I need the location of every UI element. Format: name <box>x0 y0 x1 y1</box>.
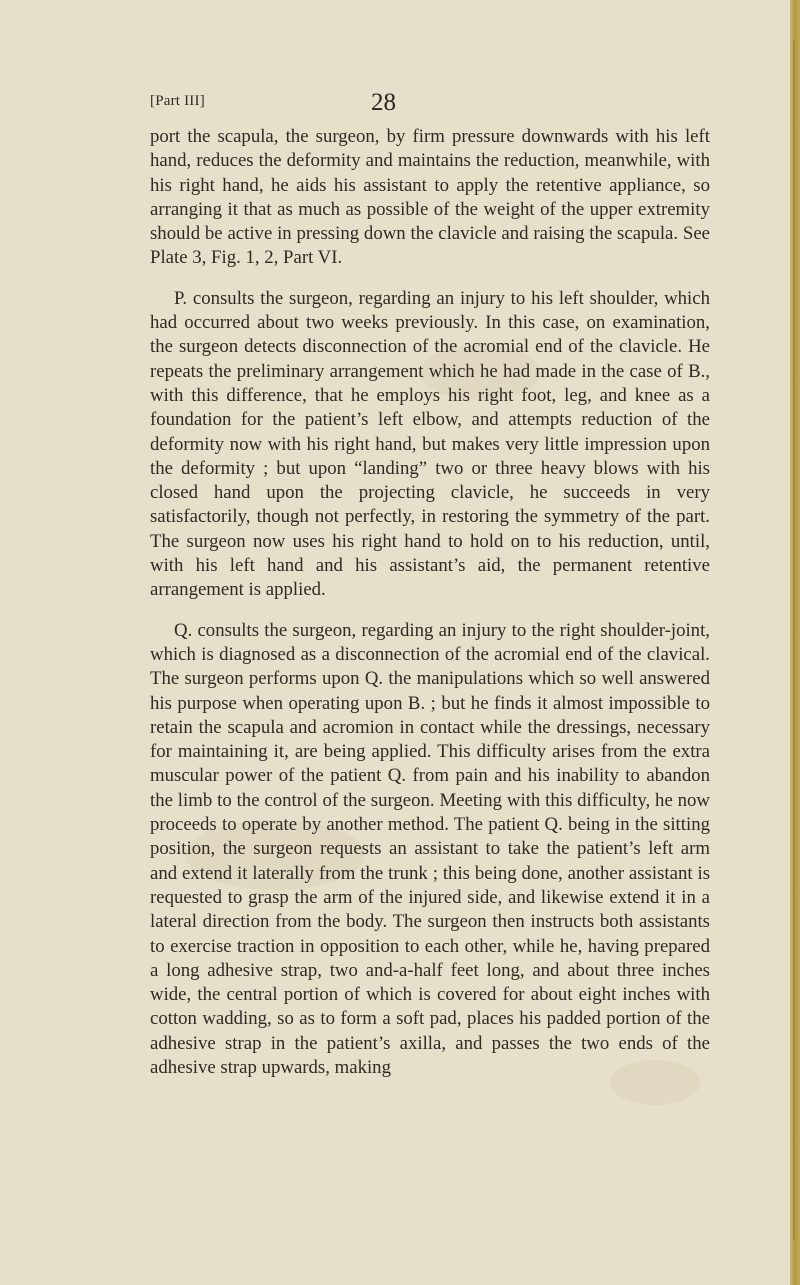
page-number: 28 <box>371 89 396 116</box>
running-head <box>150 89 710 117</box>
page-edge-shadow <box>793 40 795 1240</box>
paragraph: Q. consults the surgeon, regarding an injury to the right shoulder-joint, which is diagnosed as a disconnection of the acromial end of the clavical. The surgeon performs upon Q. the manipulations which so well answered his purpose when operating upon B. ; but he finds it almost impossible to retain the scapula and acromion in contact while the dressings, necessary for maintaining it, are being applied. This difficulty arises from the extra muscular power of the patient Q. from pain and his inability to abandon the limb to the control of the surgeon. Meeting with this difficulty, he now proceeds to operate by another method. The patient Q. being in the sitting position, the surgeon requests an assistant to take the patient’s left arm and extend it laterally from the trunk ; this being done, another assistant is requested to grasp the arm of the injured side, and likewise extend it in a lateral direction from the body. The surgeon then instructs both assistants to exercise traction in opposition to each other, while he, having prepared a long adhesive strap, two and-a-half feet long, and about three inches wide, the central portion of which is covered for about eight inches with cotton wadding, so as to form a soft pad, places his padded portion of the adhesive strap in the patient’s axilla, and passes the two ends of the adhesive strap upwards, making <box>150 619 710 1078</box>
paragraph: P. consults the surgeon, regarding an injury to his left shoulder, which had occurred about two weeks previously. In this case, on examination, the surgeon detects disconnection of the acromial end of the clavicle. He repeats the preliminary arrangement which he had made in the case of B., with this difference, that he employs his right foot, leg, and knee as a foundation for the patient’s left elbow, and attempts reduction of the deformity now with his right hand, but makes very little impression upon the deformity ; but upon “landing” two or three heavy blows with his closed hand upon the projecting clavicle, he succeeds in very satisfactorily, though not perfectly, in restoring the symmetry of the part. The surgeon now uses his right hand to hold on to his reduction, until, with his left hand and his assistant’s aid, the permanent retentive arrangement is applied. <box>150 287 710 601</box>
paragraph: port the scapula, the surgeon, by firm pressure downwards with his left hand, reduces the deformity and maintains the reduction, meanwhile, with his right hand, he aids his assistant to apply the retentive appliance, so arranging it that as much as possible of the weight of the upper extremity should be active in pressing down the clavicle and raising the scapula. See Plate 3, Fig. 1, 2, Part VI. <box>150 126 710 269</box>
page-edge <box>790 0 800 1285</box>
body-text <box>150 125 710 1096</box>
part-label: [Part III] <box>150 93 205 109</box>
